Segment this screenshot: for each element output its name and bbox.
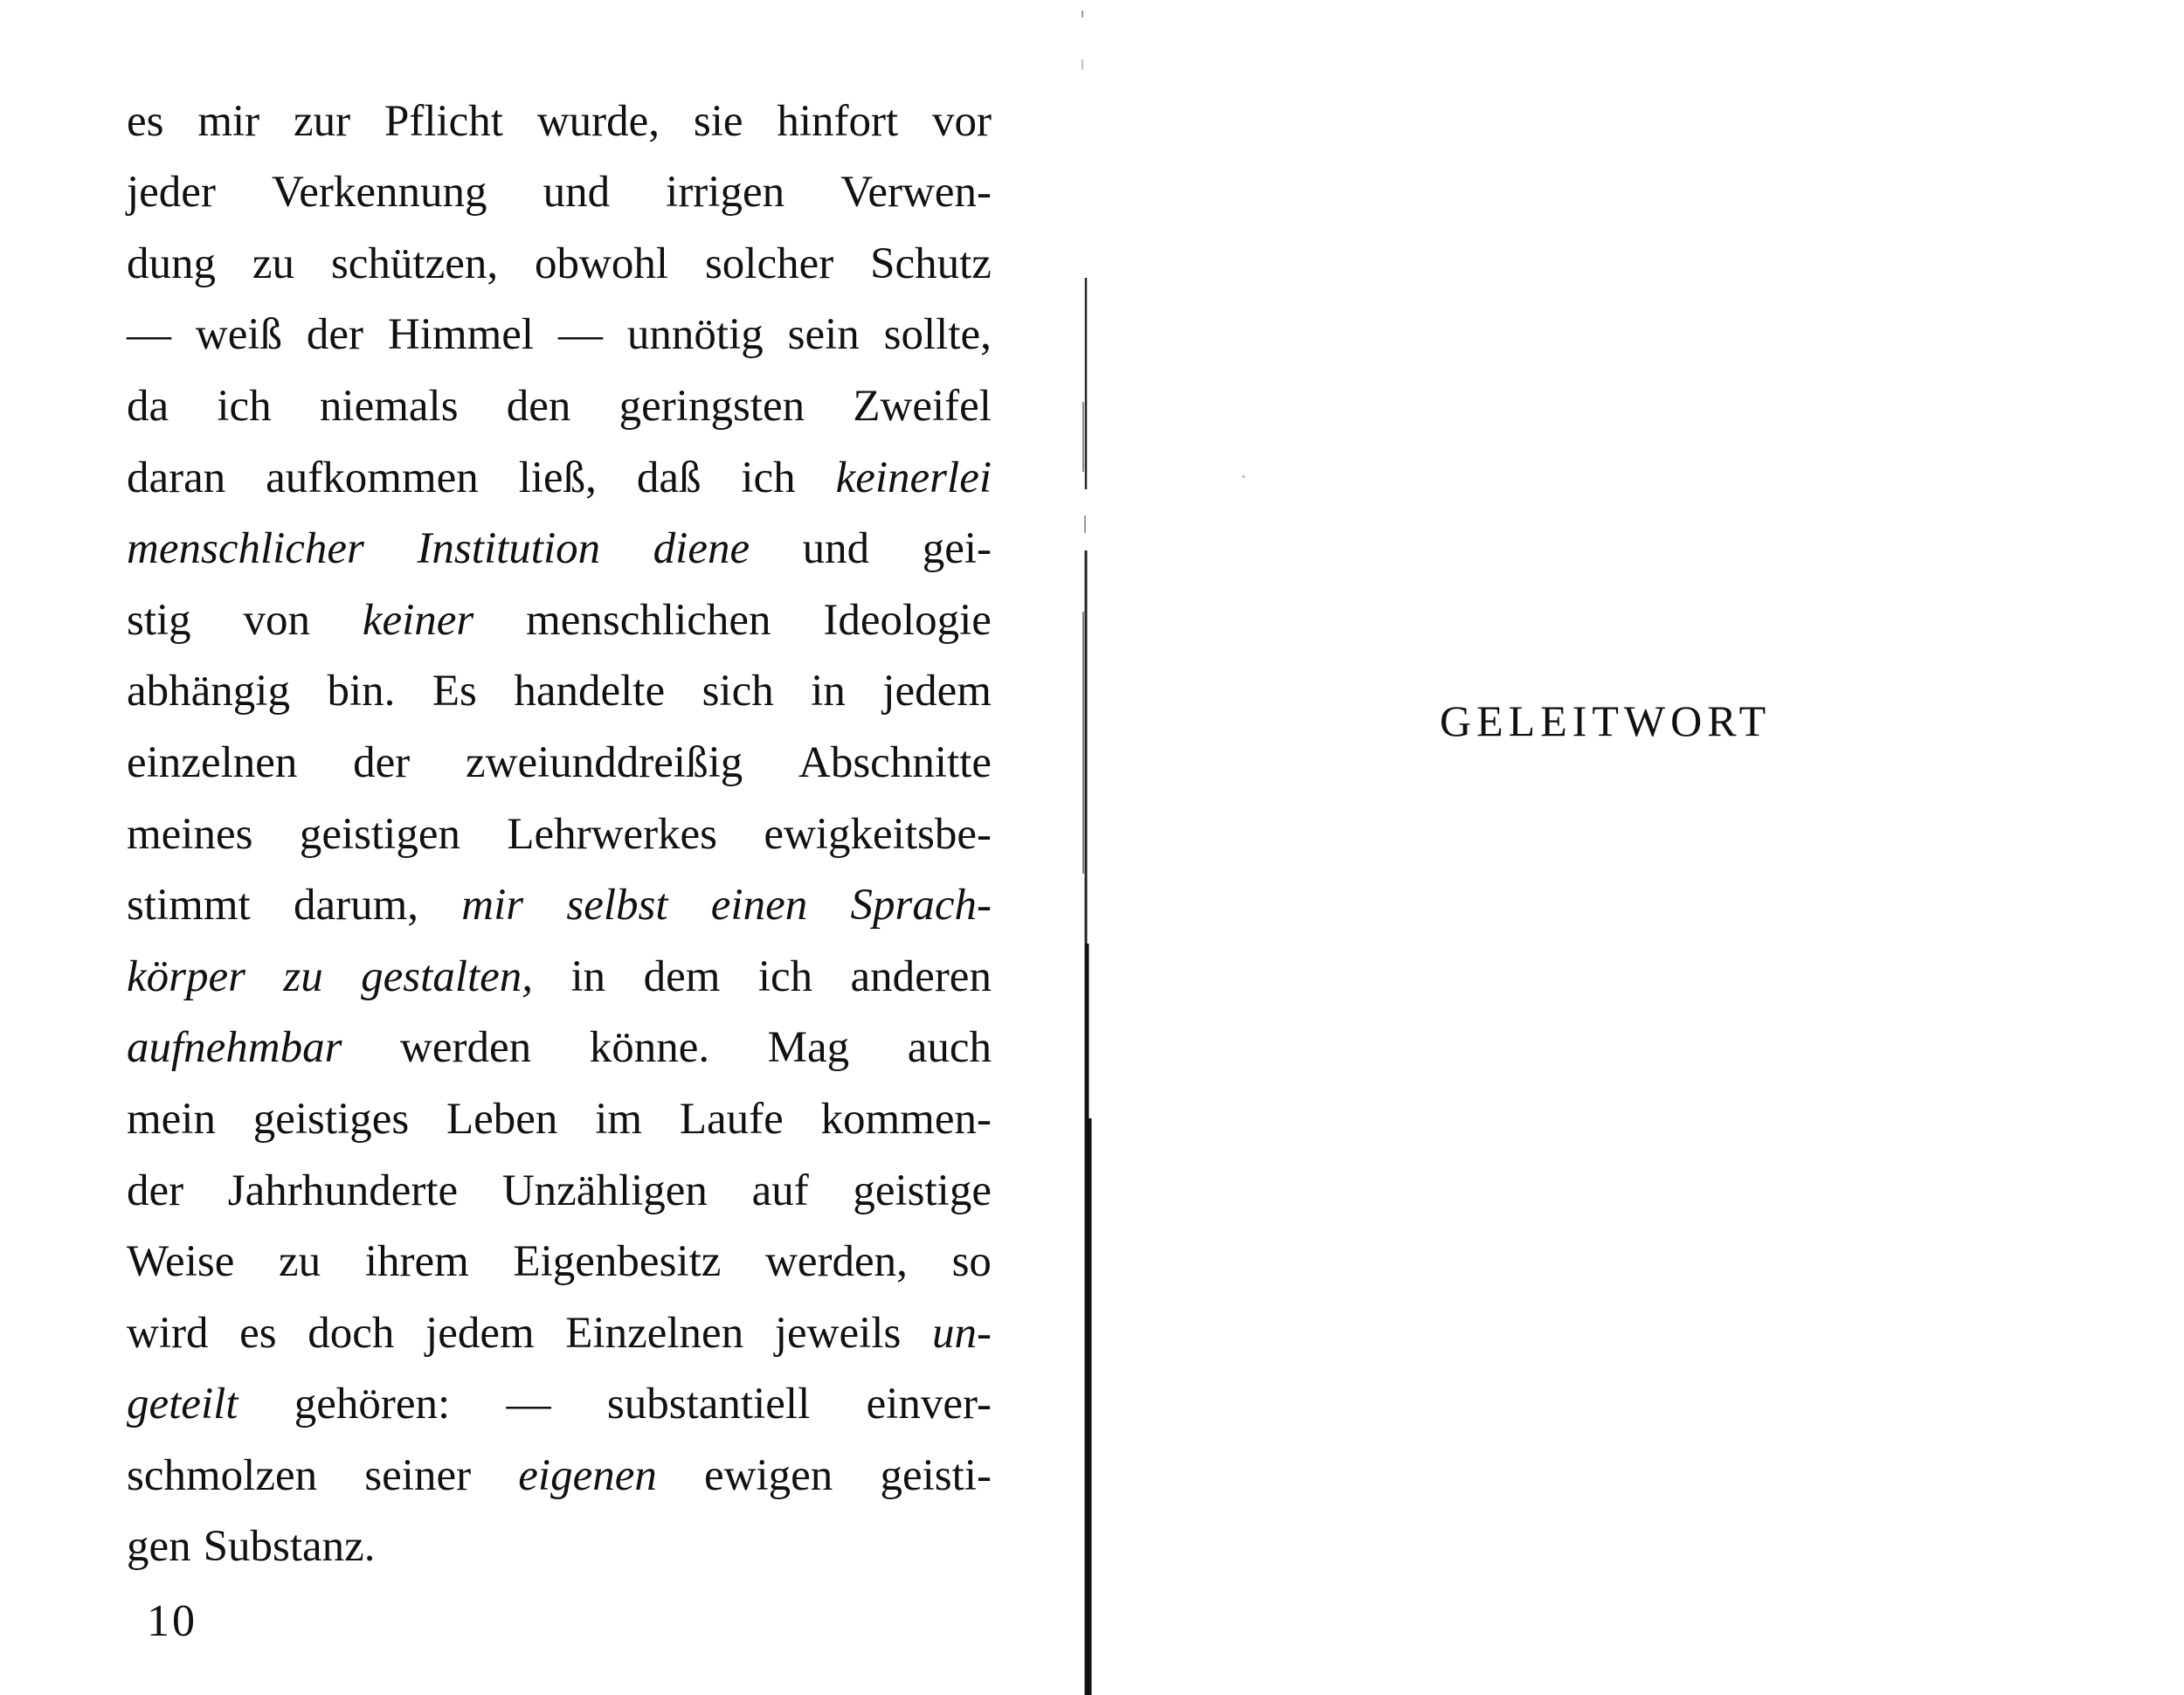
text-line	[127, 1002, 992, 1074]
italic-word: keiner	[362, 595, 474, 645]
word: jedem	[882, 667, 992, 716]
word: Mag	[767, 1023, 850, 1073]
word: werden,	[765, 1237, 908, 1287]
word: ewigen	[704, 1450, 833, 1500]
italic-word: Sprach-	[850, 881, 992, 931]
page-heading: GELEITWORT	[1440, 696, 1772, 745]
word: gei-	[922, 524, 992, 574]
word: daran	[127, 453, 226, 502]
word: so	[951, 1237, 992, 1287]
italic-word: zu	[283, 951, 323, 1001]
word: stimmt	[127, 881, 251, 931]
italic-word: diene	[653, 524, 750, 574]
text-line	[127, 1073, 992, 1145]
word: stig	[127, 595, 191, 645]
word: substantiell	[606, 1380, 811, 1429]
word: zur	[294, 96, 351, 146]
word: Jahrhunderte	[227, 1166, 459, 1215]
word: —	[557, 310, 603, 360]
word: solcher	[704, 239, 834, 288]
word: mir	[197, 96, 260, 146]
word: und	[802, 524, 870, 574]
italic-word: körper	[127, 951, 245, 1001]
word: Zweifel	[853, 381, 992, 431]
word: doch	[308, 1308, 395, 1358]
italic-word: keinerlei	[835, 453, 992, 502]
text-line	[127, 574, 992, 646]
left-page	[0, 0, 1088, 1695]
word: geringsten	[619, 381, 805, 431]
text-line	[127, 646, 992, 717]
word: Laufe	[679, 1094, 784, 1144]
word: Weise	[127, 1237, 235, 1287]
text-line	[127, 360, 992, 432]
word: ich	[217, 381, 272, 431]
word: bin.	[327, 667, 396, 716]
word: im	[595, 1094, 643, 1144]
word: daß	[636, 453, 702, 502]
word: sich	[702, 667, 774, 716]
word: Verwen-	[840, 168, 992, 218]
word: jeweils	[774, 1308, 902, 1358]
text-line	[127, 716, 992, 788]
text-line	[127, 147, 992, 218]
page-number: 10	[147, 1596, 197, 1646]
word: geistiges	[252, 1094, 410, 1144]
word: Pflicht	[384, 96, 503, 146]
book-gutter	[1082, 0, 1108, 1695]
word: wurde,	[536, 96, 660, 146]
word: der	[306, 310, 364, 360]
text-line	[127, 1429, 992, 1501]
word: auch	[907, 1023, 992, 1073]
word: niemals	[319, 381, 459, 431]
text-line	[127, 1501, 992, 1573]
word: ließ,	[518, 453, 597, 502]
italic-word: Institution	[417, 524, 601, 574]
word: geistigen	[299, 809, 460, 859]
word: Ideologie	[823, 595, 992, 645]
word: geisti-	[880, 1450, 992, 1500]
word: obwohl	[535, 239, 669, 288]
word: geistige	[853, 1166, 992, 1215]
word: jedem	[425, 1308, 535, 1358]
word: ich	[757, 951, 813, 1001]
word: sollte,	[883, 310, 992, 360]
text-line	[127, 1359, 992, 1430]
word: mein	[127, 1094, 216, 1144]
word: Einzelnen	[565, 1308, 744, 1358]
italic-word: geteilt	[127, 1380, 238, 1429]
word: irrigen	[666, 168, 785, 218]
italic-word: gestalten,	[361, 951, 534, 1001]
word: Abschnitte	[798, 737, 992, 787]
word: einzelnen	[127, 737, 298, 787]
italic-word: eigenen	[518, 1450, 657, 1500]
word: ihrem	[364, 1237, 469, 1287]
word: Schutz	[870, 239, 992, 288]
text-line	[127, 503, 992, 575]
text-line	[127, 218, 992, 289]
word: kommen-	[820, 1094, 992, 1144]
word: schmolzen	[127, 1450, 318, 1500]
word: Unzähligen	[501, 1166, 708, 1215]
word: sie	[693, 96, 743, 146]
word: gehören:	[294, 1380, 451, 1429]
word: der	[127, 1166, 184, 1215]
word: gen	[127, 1522, 191, 1572]
word: dem	[643, 951, 721, 1001]
word: einver-	[866, 1380, 992, 1429]
italic-word: selbst	[566, 881, 668, 931]
word: Verkennung	[272, 168, 487, 218]
text-line	[127, 788, 992, 860]
word: Es	[432, 667, 477, 716]
italic-word: menschlicher	[127, 524, 364, 574]
word: weiß	[195, 310, 283, 360]
word: könne.	[589, 1023, 710, 1073]
word: von	[243, 595, 311, 645]
text-line	[127, 289, 992, 361]
word: aufkommen	[266, 453, 479, 502]
word: hinfort	[777, 96, 899, 146]
text-line	[127, 931, 992, 1002]
word: schützen,	[330, 239, 499, 288]
word: Himmel	[387, 310, 535, 360]
word: werden	[400, 1023, 532, 1073]
word: zu	[252, 239, 295, 288]
paper-speck	[1242, 475, 1245, 478]
word: dung	[127, 239, 216, 288]
word: den	[506, 381, 571, 431]
word: Lehrwerkes	[507, 809, 718, 859]
word: es	[127, 96, 164, 146]
text-line	[127, 75, 992, 147]
text-line	[127, 1216, 992, 1288]
word: auf	[751, 1166, 809, 1215]
word: anderen	[850, 951, 992, 1001]
right-page	[1108, 0, 2184, 1695]
text-line	[127, 432, 992, 503]
word: ich	[741, 453, 796, 502]
text-line	[127, 860, 992, 931]
word: in	[811, 667, 846, 716]
word: seiner	[364, 1450, 472, 1500]
body-text	[127, 75, 992, 1572]
text-line	[127, 1145, 992, 1216]
word: handelte	[514, 667, 666, 716]
word: Leben	[446, 1094, 558, 1144]
word: sein	[787, 310, 860, 360]
word: darum,	[293, 881, 418, 931]
word: zu	[279, 1237, 321, 1287]
word: vor	[932, 96, 992, 146]
word: wird	[127, 1308, 209, 1358]
word: —	[506, 1380, 551, 1429]
word: Eigenbesitz	[513, 1237, 722, 1287]
word: es	[239, 1308, 277, 1358]
word: jeder	[127, 168, 216, 218]
word: ewigkeitsbe-	[764, 809, 992, 859]
italic-word: aufnehmbar	[127, 1023, 342, 1073]
word: da	[127, 381, 169, 431]
word: Substanz.	[203, 1522, 376, 1572]
word: zweiunddreißig	[466, 737, 743, 787]
word: meines	[127, 809, 253, 859]
word: menschlichen	[526, 595, 771, 645]
italic-word: un-	[931, 1308, 992, 1358]
word: der	[353, 737, 411, 787]
word: in	[570, 951, 606, 1001]
word: unnötig	[626, 310, 764, 360]
word: und	[543, 168, 611, 218]
italic-word: einen	[710, 881, 808, 931]
word: abhängig	[127, 667, 290, 716]
italic-word: mir	[461, 881, 524, 931]
word: —	[127, 310, 171, 360]
text-line	[127, 1287, 992, 1359]
